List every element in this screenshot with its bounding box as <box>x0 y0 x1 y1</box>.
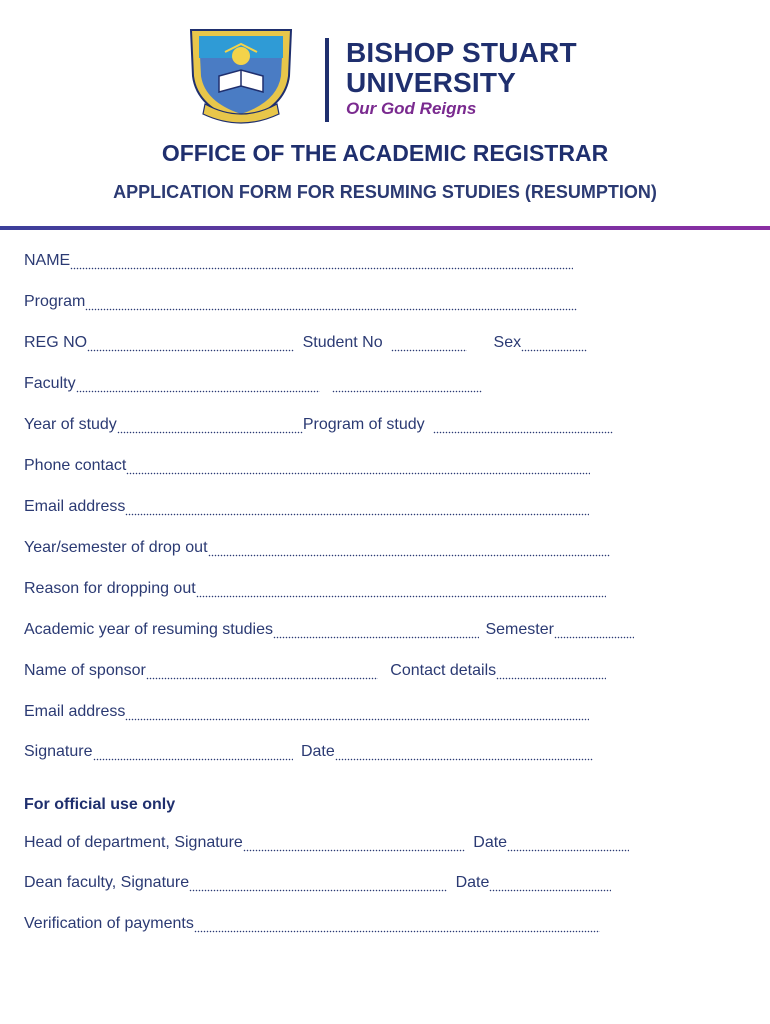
year-of-study-label: Year of study <box>24 416 117 433</box>
sponsor-email-line <box>24 701 589 723</box>
office-title: OFFICE OF THE ACADEMIC REGISTRAR <box>161 140 609 166</box>
name-label: NAME <box>24 252 71 269</box>
phone-line <box>24 455 590 477</box>
university-motto: Our God Reigns <box>346 99 477 118</box>
drop-out-line <box>24 537 610 559</box>
program-line <box>24 291 577 313</box>
sex-label: Sex <box>493 334 522 351</box>
sponsor-name-input[interactable] <box>146 660 378 682</box>
dean-signature-input[interactable] <box>189 872 447 894</box>
sex-input[interactable] <box>521 332 587 354</box>
phone-contact-input[interactable] <box>126 455 590 477</box>
form-header <box>0 0 770 130</box>
semester-label: Semester <box>485 621 554 638</box>
year-program-line <box>24 414 613 436</box>
sponsor-email-input[interactable] <box>125 701 589 723</box>
faculty-input[interactable] <box>76 373 320 395</box>
program-input[interactable] <box>85 291 577 313</box>
faculty-line <box>24 373 482 395</box>
program-label: Program <box>24 293 86 310</box>
reg-line <box>24 332 587 354</box>
reason-label: Reason for dropping out <box>24 580 196 597</box>
hod-signature-input[interactable] <box>243 832 465 854</box>
semester-input[interactable] <box>554 619 634 641</box>
program-of-study-label: Program of study <box>302 416 425 433</box>
signature-line <box>24 741 593 763</box>
university-crest-icon <box>185 24 297 126</box>
dean-line <box>24 872 611 894</box>
hod-signature-label: Head of department, Signature <box>24 834 243 851</box>
verification-label: Verification of payments <box>24 915 194 932</box>
student-no-input[interactable] <box>391 332 467 354</box>
faculty-input-extra[interactable] <box>332 373 482 395</box>
drop-out-label: Year/semester of drop out <box>24 539 208 556</box>
form-title: APPLICATION FORM FOR RESUMING STUDIES (RESUMPTION) <box>113 182 657 202</box>
email-address-label: Email address <box>24 498 126 515</box>
contact-details-input[interactable] <box>496 660 606 682</box>
date-label: Date <box>300 743 335 760</box>
name-line <box>24 250 573 272</box>
faculty-label: Faculty <box>24 375 76 392</box>
dean-date-input[interactable] <box>489 872 611 894</box>
university-name: BISHOP STUART UNIVERSITY <box>346 37 577 98</box>
email-address-input[interactable] <box>125 496 589 518</box>
verification-input[interactable] <box>194 913 600 935</box>
drop-out-input[interactable] <box>208 537 610 559</box>
email-line <box>24 496 589 518</box>
signature-label: Signature <box>24 743 93 760</box>
sponsor-email-label: Email address <box>24 703 126 720</box>
signature-input[interactable] <box>93 741 293 763</box>
sponsor-name-label: Name of sponsor <box>24 662 146 679</box>
hod-line <box>24 832 629 854</box>
header-divider <box>325 38 329 122</box>
academic-year-label: Academic year of resuming studies <box>24 621 273 638</box>
phone-contact-label: Phone contact <box>24 457 127 474</box>
hod-date-label: Date <box>473 834 508 851</box>
reason-line <box>24 578 606 600</box>
student-no-label: Student No <box>302 334 383 351</box>
reason-input[interactable] <box>196 578 606 600</box>
header-rule <box>0 226 770 230</box>
dean-date-label: Date <box>455 874 490 891</box>
resuming-line <box>24 619 634 641</box>
verification-line <box>24 913 600 935</box>
official-use-heading: For official use only <box>24 796 176 813</box>
academic-year-input[interactable] <box>273 619 479 641</box>
reg-no-input[interactable] <box>87 332 294 354</box>
hod-date-input[interactable] <box>507 832 629 854</box>
sponsor-line <box>24 660 606 682</box>
contact-details-label: Contact details <box>390 662 497 679</box>
program-of-study-input[interactable] <box>433 414 613 436</box>
year-of-study-input[interactable] <box>117 414 303 436</box>
reg-no-label: REG NO <box>24 334 88 351</box>
name-input[interactable] <box>70 250 573 272</box>
dean-signature-label: Dean faculty, Signature <box>24 874 190 891</box>
date-input[interactable] <box>335 741 593 763</box>
